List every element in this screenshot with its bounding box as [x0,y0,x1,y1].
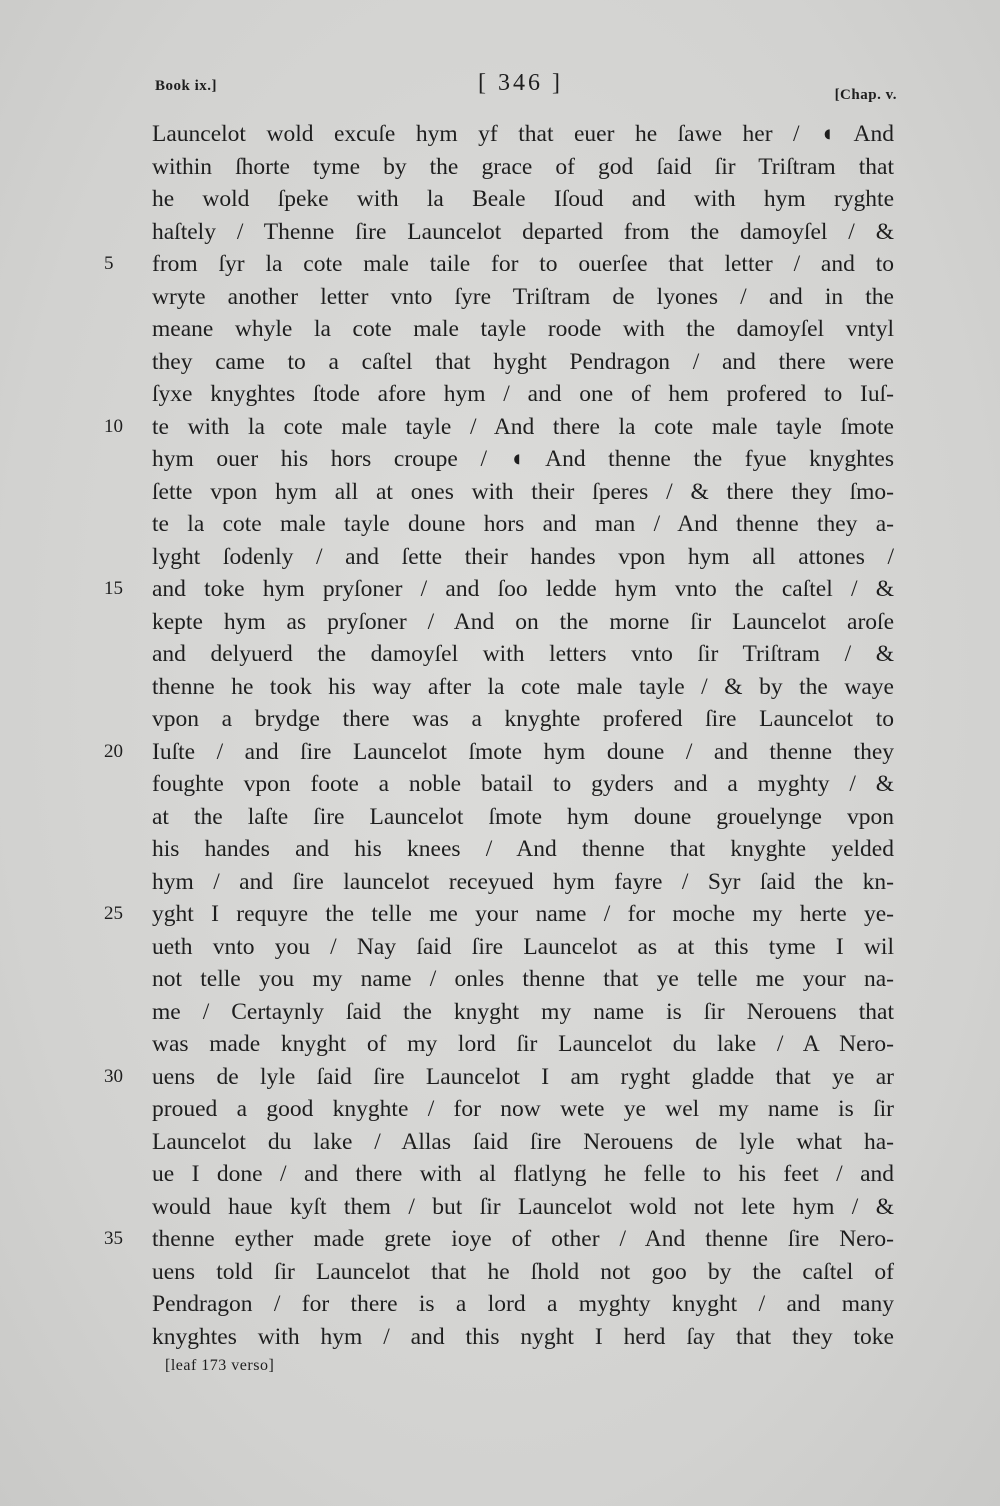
text-line [0,346,1000,379]
line-text: his handes and his knees / And thenne that knyghte yelded [152,836,894,862]
line-text: wryte another letter vnto ſyre Triſtram de lyones / and in the [152,283,894,310]
text-line [0,378,1000,411]
text-line [0,476,1000,509]
text-line [0,118,1000,151]
leaf-signature: [leaf 173 verso] [165,1357,275,1374]
line-text: te with la cote male tayle / And there la cote male tayle ſmote [152,413,894,440]
text-line [0,703,1000,736]
line-text: knyghtes with hym / and this nyght I herd ſay that they toke [152,1323,894,1350]
text-line [0,1028,1000,1061]
line-text: was made knyght of my lord ſir Launcelot du lake / A Nero- [152,1031,894,1057]
text-line [0,606,1000,639]
text-line [0,1223,1000,1256]
text-line [0,216,1000,249]
text-line [0,151,1000,184]
line-text: ue I done / and there with al flatlyng he felle to his feet / and [152,1161,894,1187]
line-text: Iuſte / and ſire Launcelot ſmote hym doune / and thenne they [152,738,894,765]
running-head [0,70,1000,110]
page-number: [ 346 ] [478,70,563,96]
line-number: 30 [104,1065,123,1087]
text-line [0,1158,1000,1191]
text-line [0,541,1000,574]
line-number: 15 [104,578,123,599]
line-text: and delyuerd the damoyſel with letters vnto ſir Triſtram / & [152,641,894,667]
text-line [0,768,1000,801]
line-text: not telle you my name / onles thenne that ye telle me your na- [152,966,894,992]
line-number: 20 [104,740,123,762]
text-line [0,866,1000,899]
text-line [0,1256,1000,1289]
line-text: would haue kyſt them / but ſir Launcelot wold not lete hym / & [152,1193,894,1220]
book-number: Book ix.] [155,78,218,94]
line-text: meane whyle la cote male tayle roode with the damoyſel vntyl [152,316,894,342]
line-text: Pendragon / for there is a lord a myghty knyght / and many [152,1291,894,1317]
line-text: foughte vpon foote a noble batail to gyders and a myghty / & [152,771,894,797]
text-line [0,833,1000,866]
text-line [0,1321,1000,1354]
text-line [0,1093,1000,1126]
text-line [0,736,1000,769]
line-text: thenne he took his way after la cote male tayle / & by the waye [152,673,894,700]
line-text: Launcelot du lake / Allas ſaid ſire Nerouens de lyle what ha- [152,1128,894,1155]
text-line [0,508,1000,541]
line-text: vpon a brydge there was a knyghte profered ſire Launcelot to [152,706,894,732]
line-text: uens told ſir Launcelot that he ſhold not goo by the caſtel of [152,1258,894,1285]
text-line [0,573,1000,606]
text-line [0,281,1000,314]
line-text: from ſyr la cote male taile for to ouerſee that letter / and to [152,251,894,277]
text-line [0,898,1000,931]
text-line [0,1126,1000,1159]
line-text: yght I requyre the telle me your name / for moche my herte ye- [152,901,894,927]
line-number: 35 [104,1228,123,1249]
line-text: proued a good knyghte / for now wete ye wel my name is ſir [152,1096,894,1122]
line-text: kepte hym as pryſoner / And on the morne ſir Launcelot aroſe [152,608,894,635]
line-text: at the laſte ſire Launcelot ſmote hym doune grouelynge vpon [152,803,894,830]
text-line [0,963,1000,996]
text-line [0,638,1000,671]
line-text: me / Certaynly ſaid the knyght my name is ſir Nerouens that [152,998,894,1025]
line-text: hym ouer his hors croupe / ◖ And thenne the fyue knyghtes [152,446,894,472]
line-text: hym / and ſire launcelot receyued hym fayre / Syr ſaid the kn- [152,868,894,895]
line-text: ſette vpon hym all at ones with their ſperes / & there they ſmo- [152,478,894,505]
text-line [0,1288,1000,1321]
line-text: thenne eyther made grete ioye of other / And thenne ſire Nero- [152,1226,894,1252]
text-line [0,1061,1000,1094]
line-text: he wold ſpeke with la Beale Iſoud and with hym ryghte [152,186,894,212]
text-line [0,443,1000,476]
line-text: and toke hym pryſoner / and ſoo ledde hym vnto the caſtel / & [152,576,894,602]
line-text: Launcelot wold excuſe hym yf that euer he ſawe her / ◖ And [152,121,894,147]
text-line [0,931,1000,964]
text-line [0,411,1000,444]
line-text: te la cote male tayle doune hors and man / And thenne they a- [152,511,894,537]
line-text: within ſhorte tyme by the grace of god ſaid ſir Triſtram that [152,153,894,180]
line-text: ueth vnto you / Nay ſaid ſire Launcelot as at this tyme I wil [152,933,894,960]
line-text: ſyxe knyghtes ſtode afore hym / and one of hem profered to Iuſ- [152,381,894,407]
text-line [0,671,1000,704]
text-line [0,801,1000,834]
text-line [0,1191,1000,1224]
chapter-number: [Chap. v. [834,87,897,103]
line-text: haſtely / Thenne ſire Launcelot departed from the damoyſel / & [152,218,894,245]
text-line [0,248,1000,281]
text-line [0,183,1000,216]
line-number: 10 [104,415,123,437]
line-number: 5 [104,253,114,274]
line-text: uens de lyle ſaid ſire Launcelot I am ryght gladde that ye ar [152,1063,894,1090]
text-line [0,996,1000,1029]
body-text [0,118,1000,1353]
line-number: 25 [104,903,123,924]
text-line [0,313,1000,346]
line-text: lyght ſodenly / and ſette their handes vpon hym all attones / [152,543,894,570]
line-text: they came to a caſtel that hyght Pendragon / and there were [152,348,894,375]
